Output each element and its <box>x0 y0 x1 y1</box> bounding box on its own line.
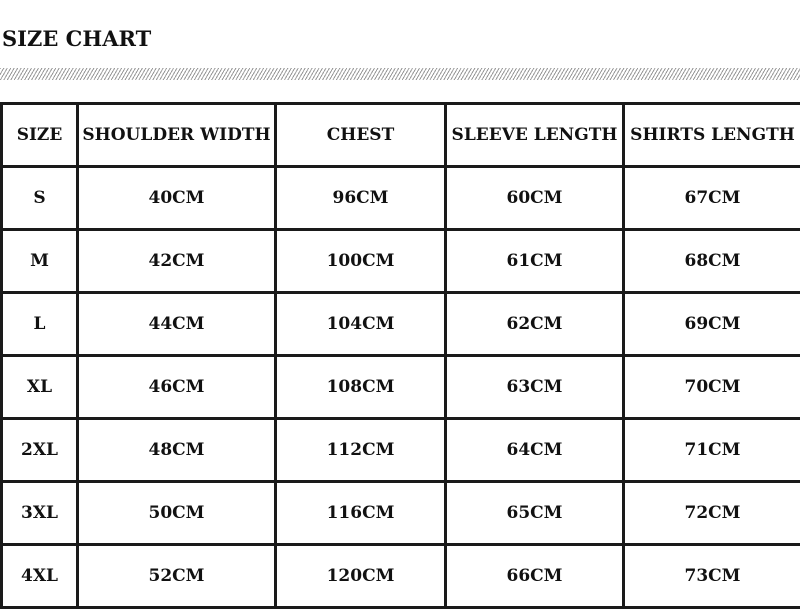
table-row <box>2 293 800 356</box>
cell-sleeve-length: 62CM <box>446 293 624 356</box>
header-sleeve-length: SLEEVE LENGTH <box>446 104 624 167</box>
cell-chest: 104CM <box>276 293 446 356</box>
cell-shirts-length: 70CM <box>624 356 800 419</box>
cell-shoulder-width: 46CM <box>78 356 276 419</box>
size-chart-table <box>0 102 800 609</box>
page-title: SIZE CHART <box>2 26 152 51</box>
cell-shirts-length: 67CM <box>624 167 800 230</box>
cell-shirts-length: 68CM <box>624 230 800 293</box>
table-header-row <box>2 104 800 167</box>
table-row <box>2 419 800 482</box>
cell-shoulder-width: 40CM <box>78 167 276 230</box>
cell-shirts-length: 71CM <box>624 419 800 482</box>
cell-chest: 116CM <box>276 482 446 545</box>
cell-shirts-length: 72CM <box>624 482 800 545</box>
header-shoulder-width: SHOULDER WIDTH <box>78 104 276 167</box>
table-row <box>2 545 800 608</box>
cell-shoulder-width: 42CM <box>78 230 276 293</box>
cell-shirts-length: 69CM <box>624 293 800 356</box>
cell-chest: 120CM <box>276 545 446 608</box>
cell-size: 3XL <box>2 482 78 545</box>
header-chest: CHEST <box>276 104 446 167</box>
cell-size: XL <box>2 356 78 419</box>
cell-chest: 112CM <box>276 419 446 482</box>
hatched-divider <box>0 68 800 80</box>
cell-sleeve-length: 64CM <box>446 419 624 482</box>
cell-sleeve-length: 63CM <box>446 356 624 419</box>
cell-shoulder-width: 52CM <box>78 545 276 608</box>
cell-size: L <box>2 293 78 356</box>
cell-chest: 96CM <box>276 167 446 230</box>
table-row <box>2 167 800 230</box>
cell-sleeve-length: 66CM <box>446 545 624 608</box>
cell-size: S <box>2 167 78 230</box>
table-row <box>2 356 800 419</box>
cell-shoulder-width: 44CM <box>78 293 276 356</box>
cell-shoulder-width: 50CM <box>78 482 276 545</box>
table-row <box>2 230 800 293</box>
cell-sleeve-length: 61CM <box>446 230 624 293</box>
cell-sleeve-length: 65CM <box>446 482 624 545</box>
header-size: SIZE <box>2 104 78 167</box>
header-shirts-length: SHIRTS LENGTH <box>624 104 800 167</box>
table-row <box>2 482 800 545</box>
cell-shirts-length: 73CM <box>624 545 800 608</box>
cell-shoulder-width: 48CM <box>78 419 276 482</box>
cell-chest: 100CM <box>276 230 446 293</box>
cell-size: 4XL <box>2 545 78 608</box>
cell-chest: 108CM <box>276 356 446 419</box>
cell-size: M <box>2 230 78 293</box>
cell-size: 2XL <box>2 419 78 482</box>
cell-sleeve-length: 60CM <box>446 167 624 230</box>
